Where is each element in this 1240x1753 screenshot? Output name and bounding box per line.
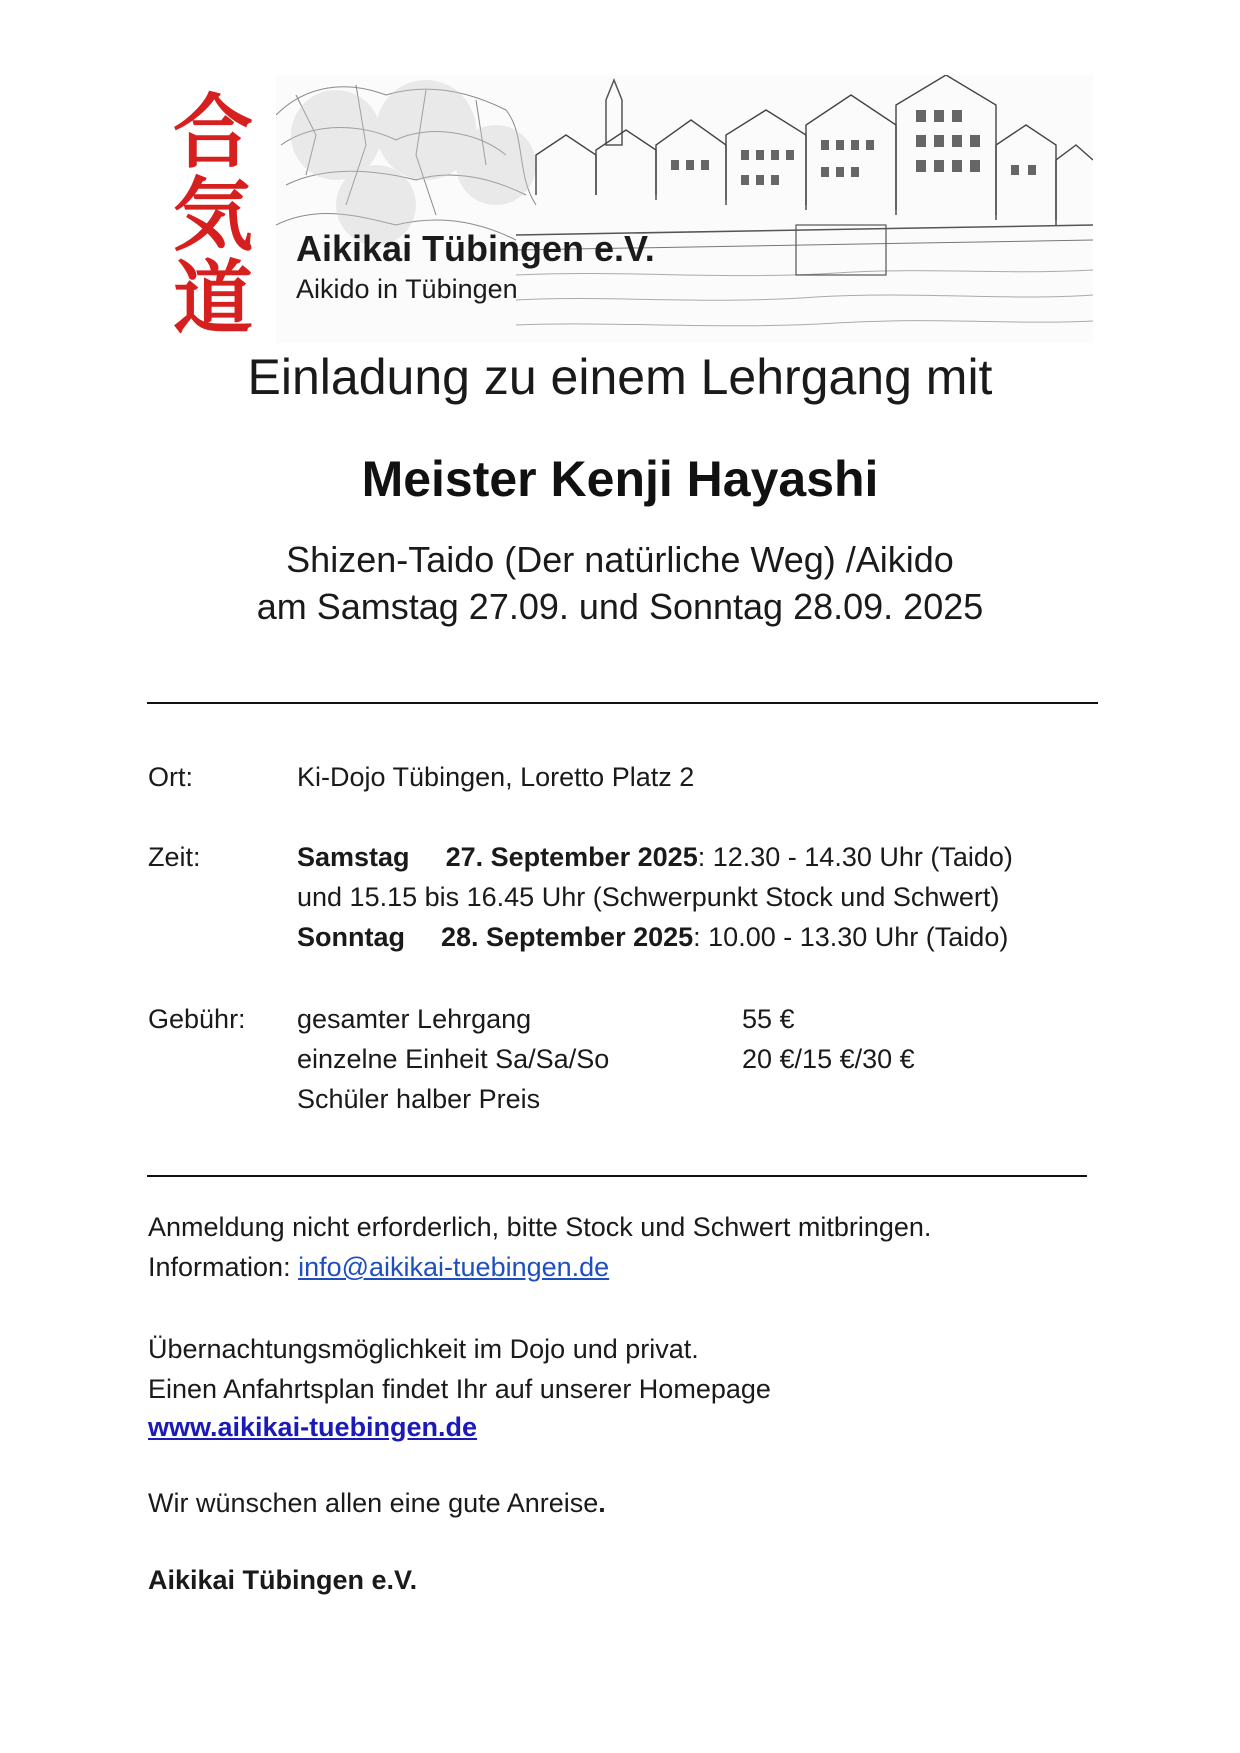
divider-top bbox=[147, 702, 1098, 704]
website-link[interactable]: www.aikikai-tuebingen.de bbox=[148, 1412, 478, 1442]
club-subtitle: Aikido in Tübingen bbox=[296, 274, 518, 304]
location-label: Ort: bbox=[148, 762, 193, 792]
fee-item: gesamter Lehrgang bbox=[297, 1004, 532, 1034]
club-name: Aikikai Tübingen e.V. bbox=[296, 228, 655, 269]
fee-price: 20 €/15 €/30 € bbox=[742, 1044, 915, 1074]
course-subject: Shizen-Taido (Der natürliche Weg) /Aikido bbox=[286, 539, 954, 580]
time-label: Zeit: bbox=[148, 842, 201, 872]
sunday-day: Sonntag bbox=[297, 922, 405, 952]
travel-wish bbox=[148, 1488, 606, 1519]
fee-price: 55 € bbox=[742, 1004, 795, 1034]
sunday-schedule bbox=[297, 922, 1008, 953]
saturday-date: 27. September 2025 bbox=[445, 842, 698, 872]
saturday-schedule bbox=[297, 842, 1013, 873]
signature: Aikikai Tübingen e.V. bbox=[148, 1565, 418, 1595]
invitation-title: Einladung zu einem Lehrgang mit bbox=[247, 349, 993, 405]
svg-text:合: 合 bbox=[173, 85, 253, 179]
divider-bottom bbox=[147, 1175, 1087, 1177]
website-line bbox=[148, 1412, 477, 1443]
aikido-kanji-logo bbox=[151, 75, 276, 343]
svg-text:気: 気 bbox=[173, 168, 253, 262]
saturday-extra: und 15.15 bis 16.45 Uhr (Schwerpunkt Stock und Schwert) bbox=[297, 882, 1000, 912]
svg-text:道: 道 bbox=[173, 251, 253, 343]
overnight-note: Übernachtungsmöglichkeit im Dojo und privat. bbox=[148, 1334, 699, 1364]
fee-item: Schüler halber Preis bbox=[297, 1084, 541, 1114]
sunday-time: : 10.00 - 13.30 Uhr (Taido) bbox=[693, 922, 1009, 952]
travel-wish-period: . bbox=[598, 1488, 606, 1518]
directions-note: Einen Anfahrtsplan findet Ihr auf unserer Homepage bbox=[148, 1374, 771, 1404]
travel-wish-text: Wir wünschen allen eine gute Anreise bbox=[148, 1488, 599, 1518]
registration-note: Anmeldung nicht erforderlich, bitte Stock und Schwert mitbringen. bbox=[148, 1212, 932, 1242]
saturday-time: : 12.30 - 14.30 Uhr (Taido) bbox=[697, 842, 1013, 872]
email-link[interactable]: info@aikikai-tuebingen.de bbox=[298, 1252, 610, 1282]
sunday-date: 28. September 2025 bbox=[441, 922, 694, 952]
information-label: Information: bbox=[148, 1252, 299, 1282]
fee-item: einzelne Einheit Sa/Sa/So bbox=[297, 1044, 610, 1074]
course-dates: am Samstag 27.09. und Sonntag 28.09. 2025 bbox=[256, 586, 984, 627]
information-line bbox=[148, 1252, 609, 1283]
fee-label: Gebühr: bbox=[148, 1004, 246, 1034]
saturday-day: Samstag bbox=[297, 842, 410, 872]
master-name: Meister Kenji Hayashi bbox=[361, 451, 879, 507]
location-value: Ki-Dojo Tübingen, Loretto Platz 2 bbox=[297, 762, 695, 792]
